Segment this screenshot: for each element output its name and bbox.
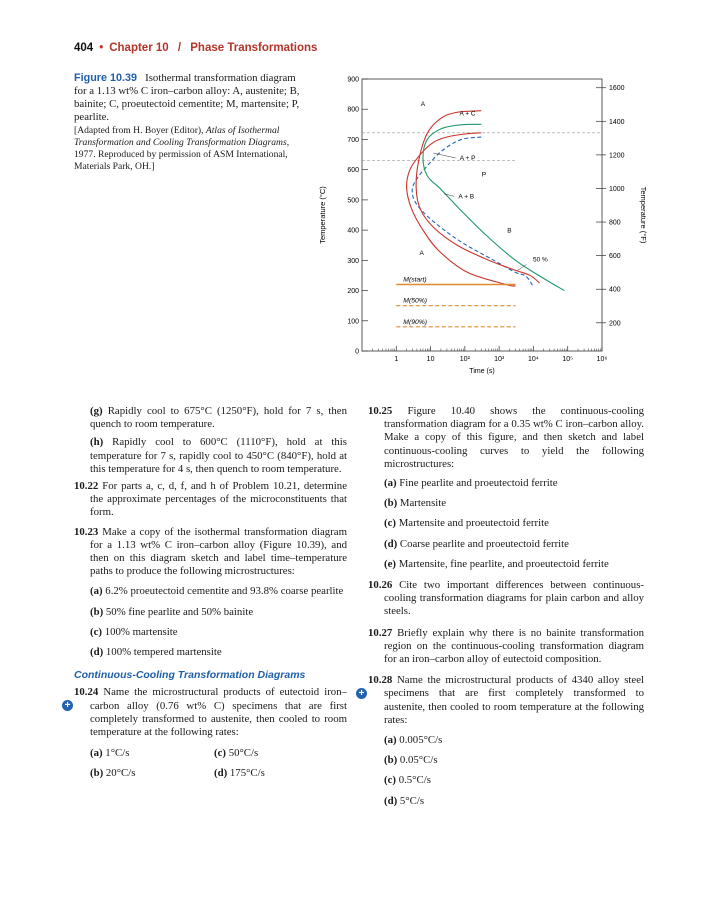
martensite-label: M(90%) <box>403 318 428 326</box>
ttt-diagram <box>305 70 648 380</box>
problem-10-24-c: (c) 50°C/s <box>214 747 259 760</box>
y-right-tick-label: 1400 <box>609 118 625 126</box>
y-tick-label: 700 <box>347 136 359 144</box>
problem-10-25-a: (a) Fine pearlite and proeutectoid ferrite <box>384 477 558 490</box>
page-number: 404 <box>74 42 94 54</box>
y-tick-label: 100 <box>347 318 359 326</box>
x-axis-label: Time (s) <box>469 368 495 375</box>
y-tick-label: 500 <box>347 197 359 205</box>
y-tick-label: 600 <box>347 167 359 175</box>
region-label: 50 % <box>533 256 548 264</box>
y-right-tick-label: 1200 <box>609 152 625 160</box>
problem-10-24: + 10.24 Name the microstructural products of eutectoid iron–carbon alloy (0.76 wt% C) specimens that are first completely transformed to austenite, then cooled to room temperature at the following rates: <box>74 686 347 739</box>
region-label: A + P <box>459 154 476 162</box>
y-right-tick-label: 800 <box>609 219 621 227</box>
y-tick-label: 800 <box>347 106 359 114</box>
chapter-label: Chapter 10 <box>109 42 169 54</box>
region-label: A <box>420 101 426 109</box>
problem-10-25-e: (e) Martensite, fine pearlite, and proeutectoid ferrite <box>384 557 609 570</box>
region-label: A <box>419 249 424 257</box>
region-label: B <box>507 227 512 235</box>
x-tick-label: 10⁶ <box>596 356 608 363</box>
problem-10-23-b: (b) 50% fine pearlite and 50% bainite <box>90 605 254 618</box>
martensite-label: M(50%) <box>403 297 428 305</box>
x-tick-label: 10 <box>426 356 435 363</box>
problem-10-21-h: (h) Rapidly cool to 600°C (1110°F), hold at this temperature for 7 s, rapidly cool to 450°C (840°F), hold at this temperature for 4 s, then quench to room temperature. <box>90 436 347 475</box>
series-line-3 <box>416 111 539 283</box>
y-tick-label: 300 <box>347 257 359 265</box>
problem-10-25-d: (d) Coarse pearlite and proeutectoid ferrite <box>384 537 569 550</box>
problem-10-28-a: (a) 0.005°C/s <box>384 734 443 747</box>
caption-text: Isothermal transformation diagram for a 1.13 wt% C iron–carbon alloy: A, austenite; B, bainite; C, proeutectoid cementite; M, martensite; P, pearlite. <box>74 72 300 123</box>
y-tick-label: 0 <box>355 348 359 356</box>
problem-10-24-d: (d) 175°C/s <box>214 767 265 780</box>
problem-10-24-a: (a) 1°C/s <box>90 747 130 760</box>
problem-10-24-b: (b) 20°C/s <box>90 767 136 780</box>
header-separator: / <box>177 42 182 54</box>
problem-10-26: 10.26 Cite two important differences between continuous-cooling transformation diagrams for plain carbon and alloy steels. <box>368 579 645 618</box>
leader-line <box>433 153 455 158</box>
y-tick-label: 900 <box>347 76 359 84</box>
martensite-label: M(start) <box>403 276 427 284</box>
region-label: A + B <box>458 193 475 201</box>
x-tick-label: 1 <box>394 356 399 363</box>
region-label: A + C <box>459 110 476 118</box>
right-column <box>358 405 645 808</box>
running-header <box>74 42 317 54</box>
problem-10-23: 10.23 Make a copy of the isothermal transformation diagram for a 1.13 wt% C iron–carbon alloy (Figure 10.39), and then on this diagram sketch and label time–temperature paths to produce the following microstructures: <box>74 525 347 578</box>
header-bullet: • <box>99 42 104 54</box>
problem-10-23-d: (d) 100% tempered martensite <box>90 646 222 659</box>
y-right-tick-label: 1000 <box>609 185 625 193</box>
section-title: Phase Transformations <box>190 42 318 54</box>
caption-source-suffix: 1977. Reproduced by permission of ASM International, Materials Park, OH.] <box>74 149 288 172</box>
x-tick-label: 10⁵ <box>562 356 574 363</box>
region-label: P <box>481 171 487 179</box>
figure-label: Figure 10.39 <box>74 72 138 84</box>
x-tick-label: 10³ <box>494 356 505 363</box>
problem-10-23-c: (c) 100% martensite <box>90 625 178 638</box>
problem-10-24-options <box>74 747 347 791</box>
y-right-tick-label: 400 <box>609 286 621 294</box>
problem-10-25-c: (c) Martensite and proeutectoid ferrite <box>384 517 549 530</box>
caption-source-title: Atlas of Isothermal Transformation and Cooling Transformation Diagrams, <box>74 125 290 148</box>
y-axis-label-right: Temperature (°F) <box>639 186 648 244</box>
caption-source-prefix: [Adapted from H. Boyer (Editor), <box>74 125 206 136</box>
left-column <box>64 405 348 791</box>
y-right-tick-label: 1600 <box>609 85 625 93</box>
plot-frame <box>362 79 602 351</box>
caption-source <box>74 125 302 173</box>
plus-icon: + <box>62 700 73 711</box>
problem-10-28: + 10.28 Name the microstructural products of 4340 alloy steel specimens that are first completely transformed to austenite, then cooled to room temperature at the following rates: <box>368 674 644 727</box>
plus-icon: + <box>356 688 367 699</box>
problem-10-28-b: (b) 0.05°C/s <box>384 754 438 767</box>
problem-10-21-g: (g) Rapidly cool to 675°C (1250°F), hold for 7 s, then quench to room temperature. <box>90 405 347 431</box>
x-tick-label: 10² <box>459 356 470 363</box>
problem-10-28-c: (c) 0.5°C/s <box>384 774 431 787</box>
y-tick-label: 400 <box>347 227 359 235</box>
figure-caption <box>74 72 302 173</box>
problem-10-23-a: (a) 6.2% proeutectoid cementite and 93.8% coarse pearlite <box>90 585 344 598</box>
y-right-tick-label: 200 <box>609 320 621 328</box>
y-axis-label-left: Temperature (°C) <box>318 186 327 244</box>
problem-10-28-d: (d) 5°C/s <box>384 794 425 807</box>
problem-10-25-b: (b) Martensite <box>384 497 447 510</box>
problem-10-22: 10.22 For parts a, c, d, f, and h of Problem 10.21, determine the approximate percentages of the microconstituents that form. <box>74 480 348 519</box>
problem-10-27: 10.27 Briefly explain why there is no bainite transformation region on the continuous-cooling transformation diagram for an iron–carbon alloy of eutectoid composition. <box>368 626 644 666</box>
y-right-tick-label: 600 <box>609 253 621 261</box>
x-tick-label: 10⁴ <box>528 356 539 363</box>
problem-10-25: 10.25 Figure 10.40 shows the continuous-cooling transformation diagram for a 0.35 wt% C iron–carbon alloy. Make a copy of this figure, and then sketch and label continuous-cooling curves to yield the following microstructures: <box>368 405 644 470</box>
section-heading: Continuous-Cooling Transformation Diagrams <box>74 669 306 682</box>
y-tick-label: 200 <box>347 288 359 296</box>
